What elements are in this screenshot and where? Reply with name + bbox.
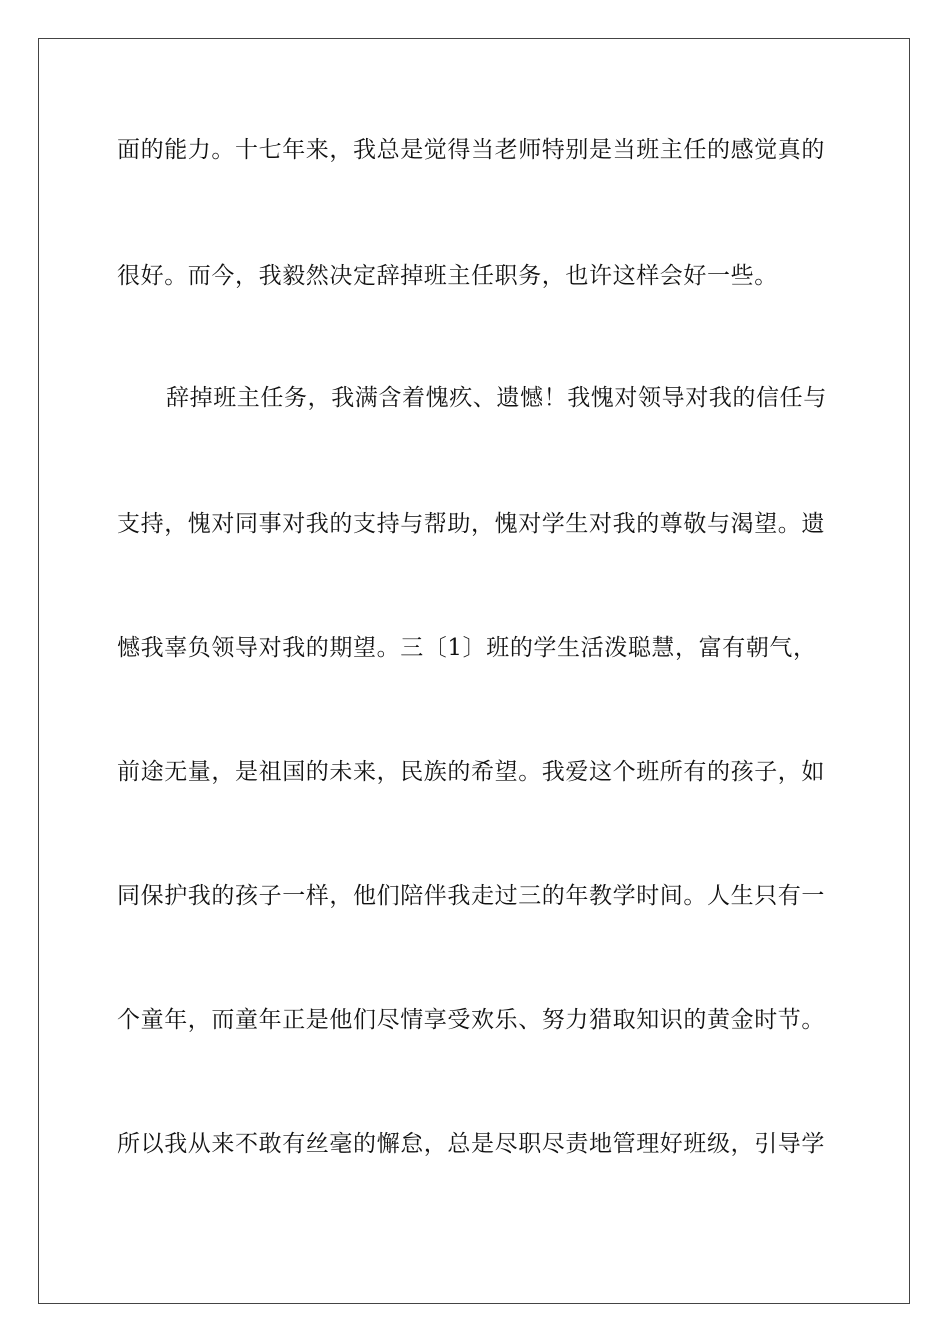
text-line: 很好。而今，我毅然决定辞掉班主任职务，也许这样会好一些。 xyxy=(117,263,778,289)
page-border xyxy=(38,38,910,1304)
text-line: 前途无量，是祖国的未来，民族的希望。我爱这个班所有的孩子，如 xyxy=(117,759,825,785)
paragraph-start-line: 辞掉班主任务，我满含着愧疚、遗憾！我愧对领导对我的信任与 xyxy=(166,385,827,411)
text-line: 同保护我的孩子一样，他们陪伴我走过三的年教学时间。人生只有一 xyxy=(117,883,825,909)
text-line: 支持，愧对同事对我的支持与帮助，愧对学生对我的尊敬与渴望。遗 xyxy=(117,511,825,537)
text-line: 憾我辜负领导对我的期望。三〔1〕班的学生活泼聪慧，富有朝气， xyxy=(117,635,817,661)
text-line: 面的能力。十七年来，我总是觉得当老师特别是当班主任的感觉真的 xyxy=(117,137,825,163)
text-line: 个童年，而童年正是他们尽情享受欢乐、努力猎取知识的黄金时节。 xyxy=(117,1007,825,1033)
text-line: 所以我从来不敢有丝毫的懈怠，总是尽职尽责地管理好班级，引导学 xyxy=(117,1131,825,1157)
